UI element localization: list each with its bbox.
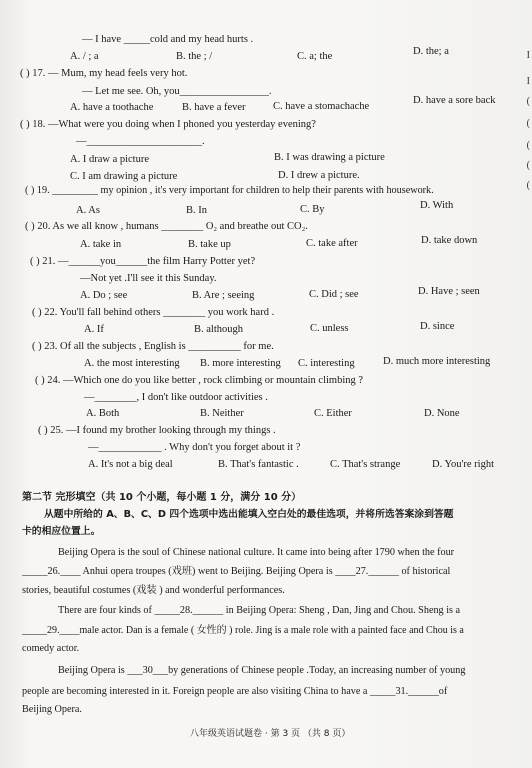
q18-line2: —______________________. xyxy=(76,136,205,147)
q24-option-b: B. Neither xyxy=(200,408,244,419)
q23-option-d: D. much more interesting xyxy=(383,356,491,367)
passage-p2-line2: _____29.____male actor. Dan is a female ( 女性的 ) role. Jing is a male role with a painted face and Chou is a xyxy=(22,625,464,636)
q18-stem: ( ) 18. —What were you doing when I phoned you yesterday evening? xyxy=(20,119,316,130)
q25-option-b: B. That's fantastic . xyxy=(218,459,299,470)
margin-mark: I xyxy=(526,50,530,61)
q21-option-a: A. Do ; see xyxy=(80,290,128,301)
q25-option-c: C. That's strange xyxy=(330,459,401,470)
q25-option-a: A. It's not a big deal xyxy=(88,459,173,470)
section-instructions-line1: 从题中所给的 A、B、C、D 四个选项中选出能填入空白处的最佳选项，并将所选答案涂到答题 xyxy=(44,509,454,520)
q18-option-d: D. I drew a picture. xyxy=(278,170,360,181)
q16-option-c: C. a; the xyxy=(297,51,333,62)
q18-option-b: B. I was drawing a picture xyxy=(274,152,385,163)
passage-p1-line1: Beijing Opera is the soul of Chinese national culture. It came into being after 1790 when the four xyxy=(58,547,455,558)
q20-option-b: B. take up xyxy=(188,239,231,250)
q20-option-c: C. take after xyxy=(306,238,358,249)
q16-option-d: D. the; a xyxy=(413,46,449,57)
q19-stem: ( ) 19. _________ my opinion , it's very important for children to help their parents with housework. xyxy=(25,185,434,196)
q24-option-a: A. Both xyxy=(86,408,120,419)
q20-stem: ( ) 20. As we all know , humans ________ O₂ and breathe out CO₂. xyxy=(25,221,308,232)
margin-mark: ( xyxy=(526,140,530,151)
q20-option-a: A. take in xyxy=(80,239,122,250)
q23-option-b: B. more interesting xyxy=(200,358,281,369)
q16-stem: — I have _____cold and my head hurts . xyxy=(82,34,254,45)
q17-option-a: A. have a toothache xyxy=(70,102,154,113)
q21-option-b: B. Are ; seeing xyxy=(192,290,255,301)
passage-p3-line2: people are becoming interested in it. Foreign people are also visiting China to have a _____31.______of xyxy=(22,686,448,697)
q22-stem: ( ) 22. You'll fall behind others ________ you work hard . xyxy=(32,307,275,318)
q19-option-d: D. With xyxy=(420,200,454,211)
passage-p3-line1: Beijing Opera is ___30___by generations of Chinese people .Today, an increasing number of young xyxy=(58,665,466,676)
q24-line2: —________, I don't like outdoor activities . xyxy=(84,392,268,403)
q25-line2: —____________ . Why don't you forget about it ? xyxy=(88,442,301,453)
passage-p2-line3: comedy actor. xyxy=(22,643,80,654)
passage-p1-line2: _____26.____ Anhui opera troupes (戏班) went to Beijing. Beijing Opera is ____27.______ of historical xyxy=(22,566,451,577)
q21-option-d: D. Have ; seen xyxy=(418,286,480,297)
q24-option-d: D. None xyxy=(424,408,460,419)
passage-p3-line3: Beijing Opera. xyxy=(22,704,82,715)
q17-line2: — Let me see. Oh, you_________________. xyxy=(82,86,272,97)
q19-option-b: B. In xyxy=(186,205,207,216)
q16-option-b: B. the ; / xyxy=(176,51,213,62)
q17-option-d: D. have a sore back xyxy=(413,95,496,106)
margin-mark: ( xyxy=(526,96,530,107)
section-instructions-line2: 卡的相应位置上。 xyxy=(22,526,101,537)
q17-option-c: C. have a stomachache xyxy=(273,101,370,112)
q24-stem: ( ) 24. —Which one do you like better , rock climbing or mountain climbing ? xyxy=(35,375,364,386)
q25-option-d: D. You're right xyxy=(432,459,494,470)
margin-mark: I xyxy=(526,76,530,87)
q22-option-a: A. If xyxy=(84,324,104,335)
q23-option-c: C. interesting xyxy=(298,358,355,369)
q17-option-b: B. have a fever xyxy=(182,102,246,113)
passage-p2-line1: There are four kinds of _____28.______ in Beijing Opera: Sheng , Dan, Jing and Chou. Sheng is a xyxy=(58,605,461,616)
q21-stem: ( ) 21. —______you______the film Harry Potter yet? xyxy=(30,256,256,267)
q19-option-a: A. As xyxy=(76,205,100,216)
section-heading: 第二节 完形填空（共 10 个小题，每小题 1 分，满分 10 分） xyxy=(22,492,302,503)
q17-stem: ( ) 17. — Mum, my head feels very hot. xyxy=(20,68,188,79)
q25-stem: ( ) 25. —I found my brother looking through my things . xyxy=(38,425,276,436)
passage-p1-line3: stories, beautiful costumes (戏装 ) and wonderful performances. xyxy=(22,585,285,596)
q22-option-d: D. since xyxy=(420,321,455,332)
margin-mark: ( xyxy=(526,180,530,191)
margin-mark: ( xyxy=(526,118,530,129)
q22-option-c: C. unless xyxy=(310,323,349,334)
q21-option-c: C. Did ; see xyxy=(309,289,359,300)
q18-option-a: A. I draw a picture xyxy=(70,154,150,165)
q24-option-c: C. Either xyxy=(314,408,352,419)
q23-stem: ( ) 23. Of all the subjects , English is __________ for me. xyxy=(32,341,274,352)
q22-option-b: B. although xyxy=(194,324,243,335)
q19-option-c: C. By xyxy=(300,204,325,215)
q16-option-a: A. / ; a xyxy=(70,51,99,62)
q23-option-a: A. the most interesting xyxy=(84,358,180,369)
q18-option-c: C. I am drawing a picture xyxy=(70,171,178,182)
page-footer: 八年级英语试题卷 · 第 3 页 （共 8 页） xyxy=(190,729,351,739)
margin-mark: ( xyxy=(526,160,530,171)
q21-line2: —Not yet .I'll see it this Sunday. xyxy=(80,273,217,284)
q20-option-d: D. take down xyxy=(421,235,478,246)
